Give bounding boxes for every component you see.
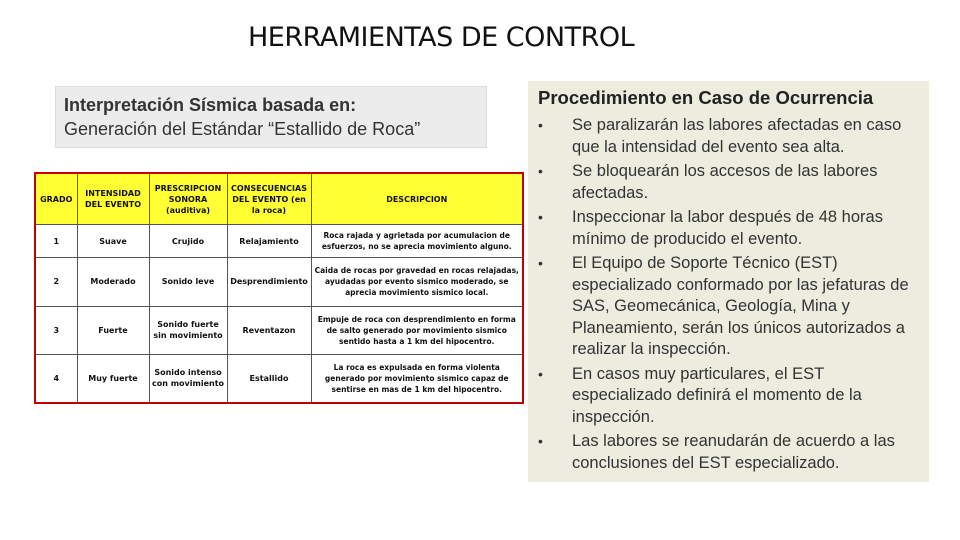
- list-item-text: Inspeccionar la labor después de 48 horas mínimo de producido el evento.: [572, 208, 883, 248]
- interpretation-heading: Interpretación Sísmica basada en:: [64, 95, 357, 115]
- header-prescripcion: PRESCRIPCION SONORA (auditiva): [149, 173, 227, 225]
- table-row: [35, 225, 523, 258]
- list-item: [538, 115, 919, 158]
- cell-prescripcion: Sonido leve: [149, 258, 227, 306]
- list-item-text: Las labores se reanudarán de acuerdo a las conclusiones del EST especializado.: [572, 432, 895, 472]
- cell-consecuencia: Reventazon: [227, 306, 311, 354]
- bullet-icon: •: [538, 365, 543, 382]
- bullet-icon: •: [538, 117, 543, 133]
- cell-prescripcion: Crujido: [149, 225, 227, 258]
- cell-intensidad: Fuerte: [77, 306, 149, 354]
- header-consecuencias: CONSECUENCIAS DEL EVENTO (en la roca): [227, 173, 311, 225]
- list-item: [538, 431, 919, 474]
- cell-prescripcion: Sonido fuerte sin movimiento: [149, 306, 227, 354]
- cell-grado: 1: [35, 225, 77, 258]
- cell-descripcion: Empuje de roca con desprendimiento en forma de salto generado por movimiento sismico sentido hasta a 1 km del hipocentro.: [311, 306, 523, 354]
- table-header-row: [35, 173, 523, 225]
- cell-descripcion: La roca es expulsada en forma violenta generado por movimiento sismico capaz de sentirse en mas de 1 km del hipocentro.: [311, 354, 523, 403]
- cell-intensidad: Muy fuerte: [77, 354, 149, 403]
- bullet-icon: •: [538, 163, 543, 179]
- cell-intensidad: Moderado: [77, 258, 149, 306]
- cell-consecuencia: Desprendimiento: [227, 258, 311, 306]
- list-item: [538, 364, 919, 429]
- table-row: [35, 354, 523, 403]
- list-item: [538, 253, 919, 361]
- cell-descripcion: Roca rajada y agrietada por acumulacion de esfuerzos, no se aprecia movimiento alguno.: [311, 225, 523, 258]
- cell-grado: 4: [35, 354, 77, 403]
- cell-consecuencia: Estallido: [227, 354, 311, 403]
- list-item: [538, 161, 919, 204]
- list-item-text: En casos muy particulares, el EST especializado definirá el momento de la inspección.: [572, 364, 862, 426]
- procedure-box: [528, 81, 929, 482]
- header-descripcion: DESCRIPCION: [311, 173, 523, 225]
- bullet-icon: •: [538, 209, 543, 225]
- table-row: [35, 258, 523, 306]
- list-item-text: Se bloquearán los accesos de las labores afectadas.: [572, 162, 878, 202]
- seismic-intensity-table: [34, 172, 524, 404]
- interpretation-box: [55, 86, 487, 148]
- cell-grado: 3: [35, 306, 77, 354]
- bullet-icon: •: [538, 433, 543, 449]
- header-grado: GRADO: [35, 173, 77, 225]
- slide-title: HERRAMIENTAS DE CONTROL: [248, 22, 635, 53]
- cell-descripcion: Caida de rocas por gravedad en rocas relajadas, ayudadas por evento sismico moderado, se aprecia movimiento sismico local.: [311, 258, 523, 306]
- header-intensidad: INTENSIDAD DEL EVENTO: [77, 173, 149, 225]
- list-item: [538, 207, 919, 250]
- cell-grado: 2: [35, 258, 77, 306]
- list-item-text: El Equipo de Soporte Técnico (EST) especializado conformado por las jefaturas de SAS, Geomecánica, Geología, Mina y Planeamiento, serán los únicos autorizados a realizar la inspección.: [572, 254, 909, 358]
- procedure-title: Procedimiento en Caso de Ocurrencia: [538, 87, 874, 108]
- cell-consecuencia: Relajamiento: [227, 225, 311, 258]
- procedure-list: [538, 115, 919, 474]
- cell-prescripcion: Sonido intenso con movimiento: [149, 354, 227, 403]
- bullet-icon: •: [538, 255, 543, 271]
- list-item-text: Se paralizarán las labores afectadas en caso que la intensidad del evento sea alta.: [572, 116, 902, 156]
- interpretation-subheading: Generación del Estándar “Estallido de Roca”: [64, 119, 421, 139]
- cell-intensidad: Suave: [77, 225, 149, 258]
- table-row: [35, 306, 523, 354]
